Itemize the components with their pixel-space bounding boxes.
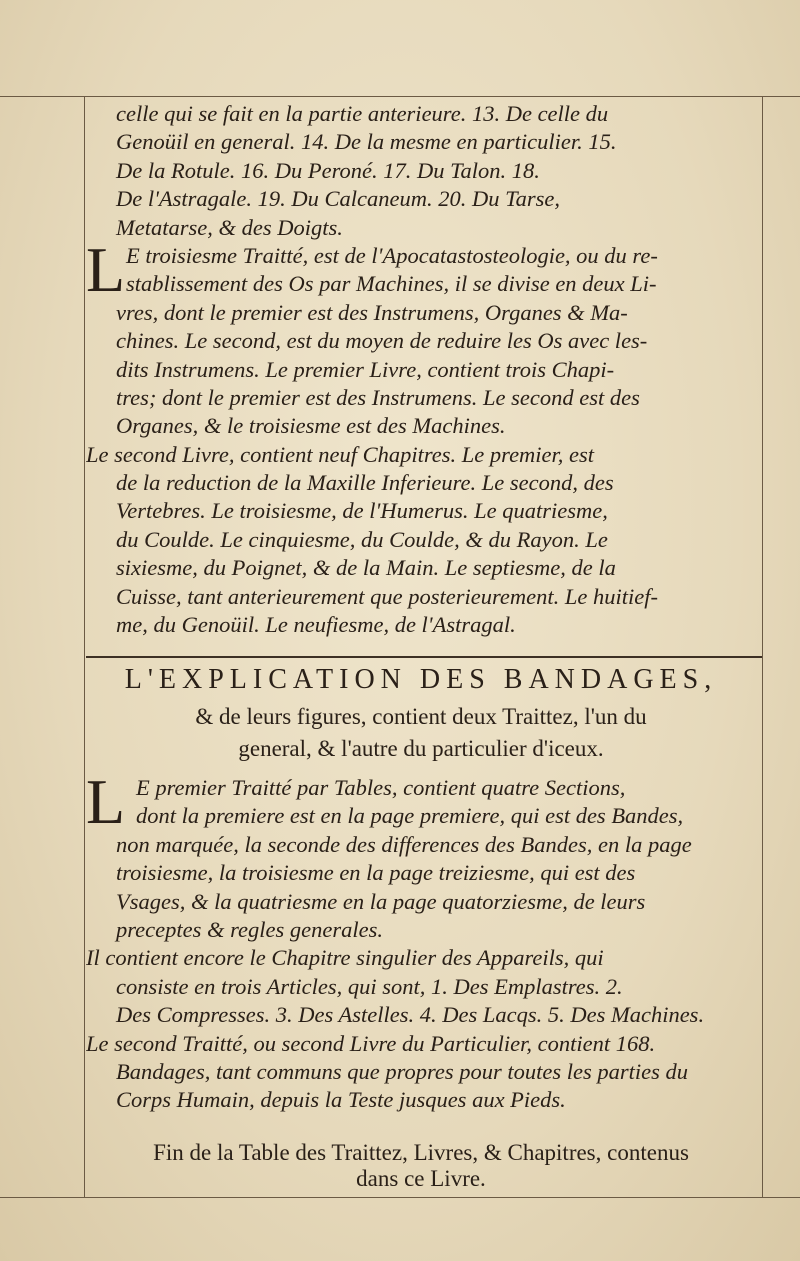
text-line: troisiesme, la troisiesme en la page treiziesme, qui est des (116, 860, 636, 886)
text-line: me, du Genoüil. Le neufiesme, de l'Astragal. (116, 612, 516, 638)
text-line: Le second Livre, contient neuf Chapitres. Le premier, est (86, 441, 595, 467)
text-line: Corps Humain, depuis la Teste jusques aux Pieds. (116, 1087, 566, 1113)
text-line: Des Compresses. 3. Des Astelles. 4. Des Lacqs. 5. Des Machines. (116, 1002, 705, 1028)
section-subtitle: & de leurs figures, contient deux Traittez, l'un du (195, 704, 647, 729)
text-line: de la reduction de la Maxille Inferieure. Le second, des (116, 470, 614, 496)
text-line: consiste en trois Articles, qui sont, 1. Des Emplastres. 2. (116, 973, 623, 999)
text-line: Vsages, & la quatriesme en la page quatorziesme, de leurs (116, 888, 646, 914)
text-line: Vertebres. Le troisiesme, de l'Humerus. Le quatriesme, (116, 498, 608, 524)
drop-cap: L (86, 233, 126, 305)
text-line: du Coulde. Le cinquiesme, du Coulde, & du Rayon. Le (116, 526, 608, 552)
table-of-contents-part1 (86, 100, 752, 639)
section-title: L'EXPLICATION DES BANDAGES, (124, 664, 718, 695)
closing-line: Fin de la Table des Traittez, Livres, & Chapitres, contenus (153, 1140, 689, 1165)
bottom-rule (0, 1197, 800, 1198)
text-line: sixiesme, du Poignet, & de la Main. Le septiesme, de la (116, 555, 616, 581)
text-line: dont la premiere est en la page premiere, qui est des Bandes, (136, 803, 684, 829)
text-line: vres, dont le premier est des Instrumens, Organes & Ma- (116, 299, 628, 325)
left-margin-rule (84, 96, 85, 1198)
right-margin-rule (762, 96, 763, 1198)
text-line: non marquée, la seconde des differences des Bandes, en la page (116, 831, 692, 857)
drop-cap: L (86, 766, 126, 837)
section-subtitle: general, & l'autre du particulier d'iceux. (238, 736, 604, 761)
text-line: tres; dont le premier est des Instrumens. Le second est des (116, 384, 640, 410)
text-line: celle qui se fait en la partie anterieure. 13. De celle du (116, 101, 609, 126)
closing-line: dans ce Livre. (356, 1166, 486, 1191)
section-divider (86, 656, 762, 658)
text-line: E premier Traitté par Tables, contient quatre Sections, (136, 775, 626, 800)
text-line: chines. Le second, est du moyen de reduire les Os avec les- (116, 328, 648, 354)
text-line: stablissement des Os par Machines, il se divise en deux Li- (126, 271, 657, 297)
text-line: De l'Astragale. 19. Du Calcaneum. 20. Du Tarse, (116, 186, 560, 212)
text-line: Organes, & le troisiesme est des Machines. (116, 413, 506, 439)
text-line: Le second Traitté, ou second Livre du Particulier, contient 168. (86, 1030, 656, 1056)
top-rule (0, 96, 800, 97)
text-line: Genoüil en general. 14. De la mesme en particulier. 15. (116, 129, 617, 155)
text-line: Metatarse, & des Doigts. (116, 214, 343, 240)
text-line: dits Instrumens. Le premier Livre, contient trois Chapi- (116, 356, 615, 382)
text-line: preceptes & regles generales. (116, 916, 384, 942)
text-line: De la Rotule. 16. Du Peroné. 17. Du Talon. 18. (116, 157, 540, 183)
text-line: E troisiesme Traitté, est de l'Apocatastosteologie, ou du re- (126, 242, 658, 268)
table-of-contents-part2 (86, 766, 752, 1115)
text-line: Cuisse, tant anterieurement que posterieurement. Le huitief- (116, 583, 658, 609)
text-line: Il contient encore le Chapitre singulier des Appareils, qui (86, 945, 604, 971)
text-line: Bandages, tant communs que propres pour toutes les parties du (116, 1058, 689, 1084)
